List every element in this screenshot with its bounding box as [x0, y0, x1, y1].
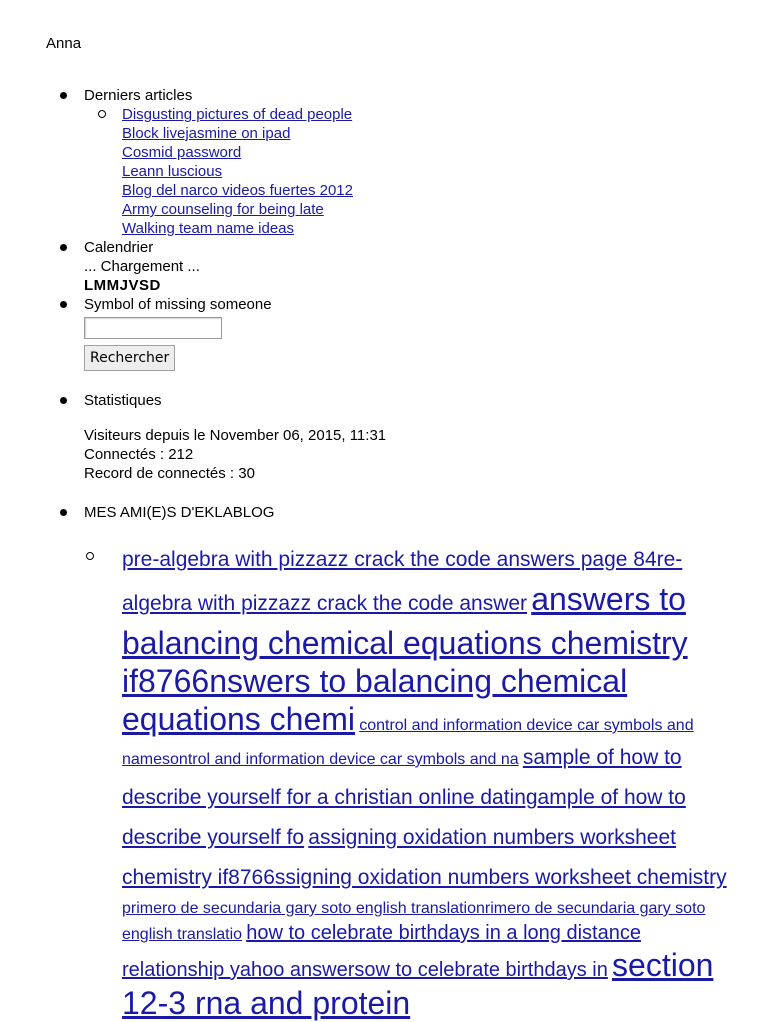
calendar-day-headers: LMMJVSD [84, 277, 161, 294]
stats-visitors: Visiteurs depuis le November 06, 2015, 11:31 [84, 427, 387, 444]
article-link[interactable]: Army counseling for being late [122, 201, 324, 218]
tag-link[interactable]: pre-algebra with pizzazz crack the code answers page 84re-algebra with pizzazz crack the code answer [122, 548, 683, 615]
widget-heading: Derniers articles [84, 87, 193, 104]
calendar-loading-text: ... Chargement ... [84, 258, 200, 275]
article-link[interactable]: Leann luscious [122, 163, 223, 180]
widget-heading: Calendrier [84, 239, 154, 256]
stats-block [84, 426, 740, 483]
widget-heading: Symbol of missing someone [84, 296, 272, 313]
article-link[interactable]: Disgusting pictures of dead people [122, 106, 353, 123]
sidebar-widgets [60, 86, 740, 1022]
widget-search [60, 295, 740, 371]
widget-derniers-articles [60, 86, 740, 238]
tag-link[interactable]: control and information device car symbols and namesontrol and information device car symbols and na [122, 717, 694, 768]
article-link[interactable]: Walking team name ideas [122, 220, 295, 237]
tag-link[interactable]: primero de secundaria gary soto english translationrimero de secundaria gary soto english translatio [122, 900, 706, 943]
tag-link[interactable]: how to celebrate birthdays in a long distance relationship yahoo answersow to celebrate birthdays in [122, 922, 641, 981]
tag-link[interactable]: answers to balancing chemical equations chemistry if8766nswers to balancing chemical equations chemi [122, 581, 688, 737]
stats-record: Record de connectés : 30 [84, 465, 255, 482]
article-link[interactable]: Block livejasmine on ipad [122, 125, 291, 142]
widget-calendrier [60, 238, 740, 295]
widget-heading: Statistiques [84, 392, 162, 409]
tag-link[interactable]: assigning oxidation numbers worksheet chemistry if8766ssigning oxidation numbers worksheet chemistry [122, 826, 727, 889]
site-title: Anna [46, 35, 82, 52]
tag-link[interactable]: sample of how to describe yourself for a christian online datingample of how to describe yourself fo [122, 746, 686, 849]
article-link[interactable]: Blog del narco videos fuertes 2012 [122, 182, 353, 199]
search-input[interactable] [84, 317, 222, 339]
widget-amis [60, 503, 740, 1022]
article-link[interactable]: Cosmid password [122, 144, 242, 161]
widget-heading: MES AMI(E)S D'EKLABLOG [84, 504, 275, 521]
stats-connected: Connectés : 212 [84, 446, 194, 463]
tag-cloud [84, 540, 732, 1022]
search-button[interactable]: Rechercher [84, 345, 175, 371]
list-item [84, 105, 740, 238]
widget-statistiques [60, 391, 740, 483]
recent-articles-list [84, 105, 740, 238]
tag-link[interactable]: section 12-3 rna and protein [122, 947, 714, 1021]
